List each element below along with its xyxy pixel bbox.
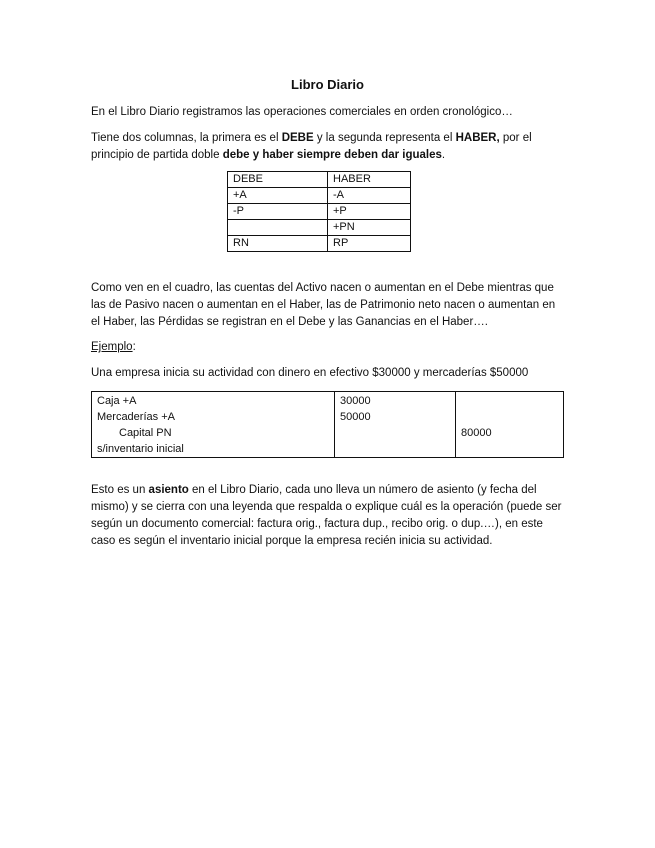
text-run: .: [441, 149, 446, 161]
haber-cell: [456, 392, 564, 458]
table-row: [228, 236, 411, 252]
table-cell: +A: [228, 188, 328, 204]
account-line: Caja +A: [97, 395, 137, 407]
bold-haber: HABER,: [455, 132, 500, 144]
table-row: [228, 188, 411, 204]
header-debe: DEBE: [228, 172, 328, 188]
text-run: Esto es un: [91, 484, 149, 496]
table-cell: -A: [328, 188, 411, 204]
text-run: y la segunda representa el: [313, 132, 456, 144]
haber-amount: 80000: [461, 427, 492, 439]
bold-asiento: asiento: [148, 484, 189, 496]
text-run: Tiene dos columnas, la primera es el: [91, 132, 282, 144]
table-cell: +P: [328, 204, 411, 220]
account-line: s/inventario inicial: [97, 443, 184, 455]
table-header-row: [228, 172, 411, 188]
spacer: [461, 393, 558, 425]
table-row: [228, 204, 411, 220]
table-cell: +PN: [328, 220, 411, 236]
example-label: Ejemplo: [91, 341, 133, 353]
table-cell: [228, 220, 328, 236]
table-cell: RN: [228, 236, 328, 252]
account-line: Mercaderías +A: [97, 411, 175, 423]
header-haber: HABER: [328, 172, 411, 188]
table-row: [228, 220, 411, 236]
debe-cell: [335, 392, 456, 458]
asiento-paragraph: [91, 482, 566, 550]
table-cell: -P: [228, 204, 328, 220]
intro-paragraph: En el Libro Diario registramos las operaciones comerciales en orden cronológico…: [91, 106, 513, 118]
page-title: Libro Diario: [291, 77, 364, 92]
journal-entry-table: [91, 391, 564, 458]
account-line: Capital PN: [119, 427, 172, 439]
debe-amount: 50000: [340, 411, 371, 423]
table-cell: RP: [328, 236, 411, 252]
bold-rule: debe y haber siempre deben dar iguales: [222, 149, 442, 161]
columns-paragraph: [91, 130, 566, 164]
text-run: en el Libro Diario, cada uno lleva un número de asiento (y fecha del mismo) y se cierra con una leyenda que respalda o explique cuál es la operación (puede ser según un documento comercial: factura orig., factura dup., recibo orig. o dup.…), en este caso es según el inventario inicial porque la empresa recién inicia su actividad.: [91, 484, 562, 547]
example-heading: [91, 339, 566, 356]
debe-haber-table: [227, 171, 411, 252]
example-colon: :: [132, 341, 136, 353]
text-run: por el principio de partida doble: [91, 132, 532, 161]
explanation-paragraph: Como ven en el cuadro, las cuentas del Activo nacen o aumentan en el Debe mientras que las de Pasivo nacen o aumentan en el Haber, las de Patrimonio neto nacen o aumentan en el Haber, las Pérdidas se registran en el Debe y las Ganancias en el Haber….: [91, 282, 556, 328]
example-text: Una empresa inicia su actividad con dinero en efectivo $30000 y mercaderías $50000: [91, 367, 529, 379]
debe-amount: 30000: [340, 395, 371, 407]
bold-debe: DEBE: [281, 132, 314, 144]
accounts-cell: [92, 392, 335, 458]
journal-entry-row: [92, 392, 564, 458]
